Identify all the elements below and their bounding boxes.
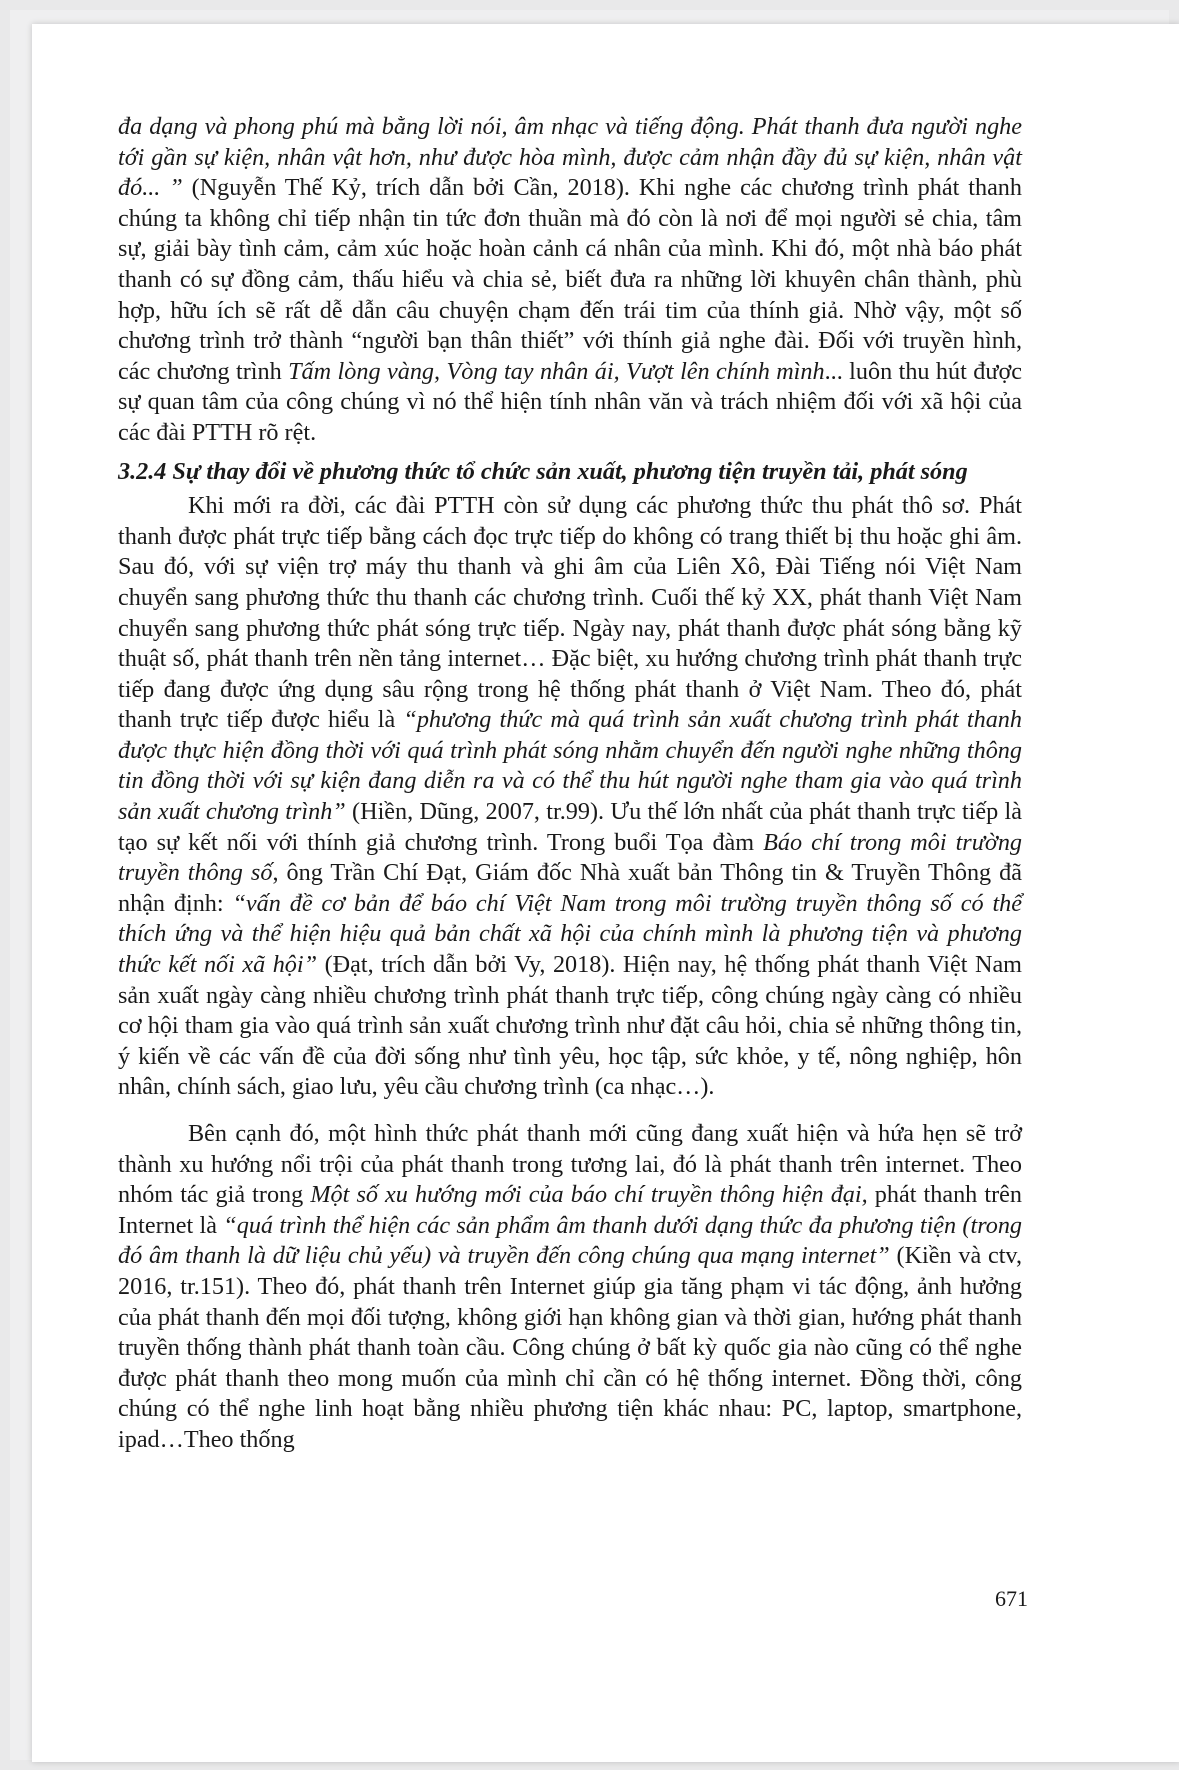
paragraph-text: ... luôn thu hút được sự quan tâm của công chúng vì nó thể hiện tính nhân văn và trách nhiệm đối với xã hội của các đài PTTH rõ rệt.: [118, 357, 1023, 446]
statement-quote: “vấn đề cơ bản để báo chí Việt Nam trong môi trường truyền thông số có thể thích ứng và thể hiện hiệu quả bản chất xã hội của chính mình là phương tiện và phương thức kết nối xã hội”: [118, 889, 1022, 979]
page-number: 671: [995, 1586, 1028, 1611]
paragraph-text: (Hiền, Dũng, 2007, tr.99). Ưu thế lớn nhất của phát thanh trực tiếp là tạo sự kết nối với thính giả chương trình. Trong buổi Tọa đàm: [118, 798, 1022, 856]
definition-quote: “quá trình thể hiện các sản phẩm âm thanh dưới dạng thức đa phương tiện (trong đó âm thanh là dữ liệu chủ yếu) và truyền đến công chúng qua mạng internet”: [118, 1211, 1022, 1270]
section-heading: 3.2.4 Sự thay đổi về phương thức tổ chức sản xuất, phương tiện truyền tải, phát sóng: [118, 457, 968, 485]
body-text: [118, 112, 1022, 1456]
paragraph-text: , ông Trần Chí Đạt, Giám đốc Nhà xuất bản Thông tin & Truyền Thông đã nhận định:: [118, 859, 1022, 917]
paragraph-3: [118, 1119, 1022, 1456]
quote-text: đa dạng và phong phú mà bằng lời nói, âm nhạc và tiếng động. Phát thanh đưa người nghe tới gần sự kiện, nhân vật hơn, như được hòa mình, được cảm nhận đầy đủ sự kiện, nhân vật đó... ”: [118, 113, 1022, 202]
paragraph-2: [118, 491, 1022, 1103]
book-title: Một số xu hướng mới của báo chí truyền thông hiện đại,: [310, 1181, 868, 1209]
paragraph-text: phát thanh trên Internet là: [118, 1181, 1022, 1239]
paragraph-text: (Nguyễn Thế Kỷ, trích dẫn bởi Cần, 2018). Khi nghe các chương trình phát thanh chúng ta không chỉ tiếp nhận tin tức đơn thuần mà đó còn là nơi để mọi người sẻ chia, tâm sự, giải bày tình cảm, cảm xúc hoặc hoàn cảnh cá nhân của mình. Khi đó, một nhà báo phát thanh có sự đồng cảm, thấu hiểu và chia sẻ, biết đưa ra những lời khuyên chân thành, phù hợp, hữu ích sẽ rất dễ dẫn câu chuyện chạm đến trái tim của thính giả. Nhờ vậy, một số chương trình trở thành “người bạn thân thiết” với thính giả nghe đài. Đối với truyền hình, các chương trình: [118, 174, 1022, 385]
intro-paragraph: [118, 112, 1022, 449]
paragraph-text: (Kiền và ctv, 2016, tr.151). Theo đó, phát thanh trên Internet giúp gia tăng phạm vi tác động, ảnh hưởng của phát thanh đến mọi đối tượng, không giới hạn không gian và thời gian, hướng phát thanh truyền thống thành phát thanh toàn cầu. Công chúng ở bất kỳ quốc gia nào cũng có thể nghe được phát thanh theo mong muốn của mình chỉ cần có hệ thống internet. Đồng thời, công chúng có thể nghe linh hoạt bằng nhiều phương tiện khác nhau: PC, laptop, smartphone, ipad…Theo thống: [118, 1242, 1022, 1453]
paragraph-text: (Đạt, trích dẫn bởi Vy, 2018). Hiện nay, hệ thống phát thanh Việt Nam sản xuất ngày càng nhiều chương trình phát thanh trực tiếp, công chúng ngày càng có nhiều cơ hội tham gia vào quá trình sản xuất chương trình như đặt câu hỏi, chia sẻ những thông tin, ý kiến về các vấn đề của đời sống như tình yêu, học tập, sức khỏe, y tế, nông nghiệp, hôn nhân, chính sách, giao lưu, yêu cầu chương trình (ca nhạc…).: [118, 951, 1022, 1101]
paragraph-text: Khi mới ra đời, các đài PTTH còn sử dụng các phương thức thu phát thô sơ. Phát thanh được phát trực tiếp bằng cách đọc trực tiếp do không có trang thiết bị thu hoặc ghi âm. Sau đó, với sự viện trợ máy thu thanh và ghi âm của Liên Xô, Đài Tiếng nói Việt Nam chuyển sang phương thức thu thanh các chương trình. Cuối thế kỷ XX, phát thanh Việt Nam chuyển sang phương thức phát sóng trực tiếp. Ngày nay, phát thanh được phát sóng bằng kỹ thuật số, phát thanh trên nền tảng internet… Đặc biệt, xu hướng chương trình phát thanh trực tiếp đang được ứng dụng sâu rộng trong hệ thống phát thanh ở Việt Nam. Theo đó, phát thanh trực tiếp được hiểu là: [118, 492, 1022, 734]
program-titles: Tấm lòng vàng, Vòng tay nhân ái, Vượt lên chính mình: [288, 357, 825, 385]
event-title: Báo chí trong môi trường truyền thông số: [118, 828, 1023, 887]
definition-quote: “phương thức mà quá trình sản xuất chương trình phát thanh được thực hiện đồng thời với quá trình phát sóng nhằm chuyển đến người nghe những thông tin đồng thời với sự kiện đang diễn ra và có thể thu hút người nghe tham gia vào quá trình sản xuất chương trình”: [118, 706, 1022, 826]
paragraph-text: Bên cạnh đó, một hình thức phát thanh mới cũng đang xuất hiện và hứa hẹn sẽ trở thành xu hướng nổi trội của phát thanh trong tương lai, đó là phát thanh trên internet. Theo nhóm tác giả trong: [118, 1120, 1022, 1209]
